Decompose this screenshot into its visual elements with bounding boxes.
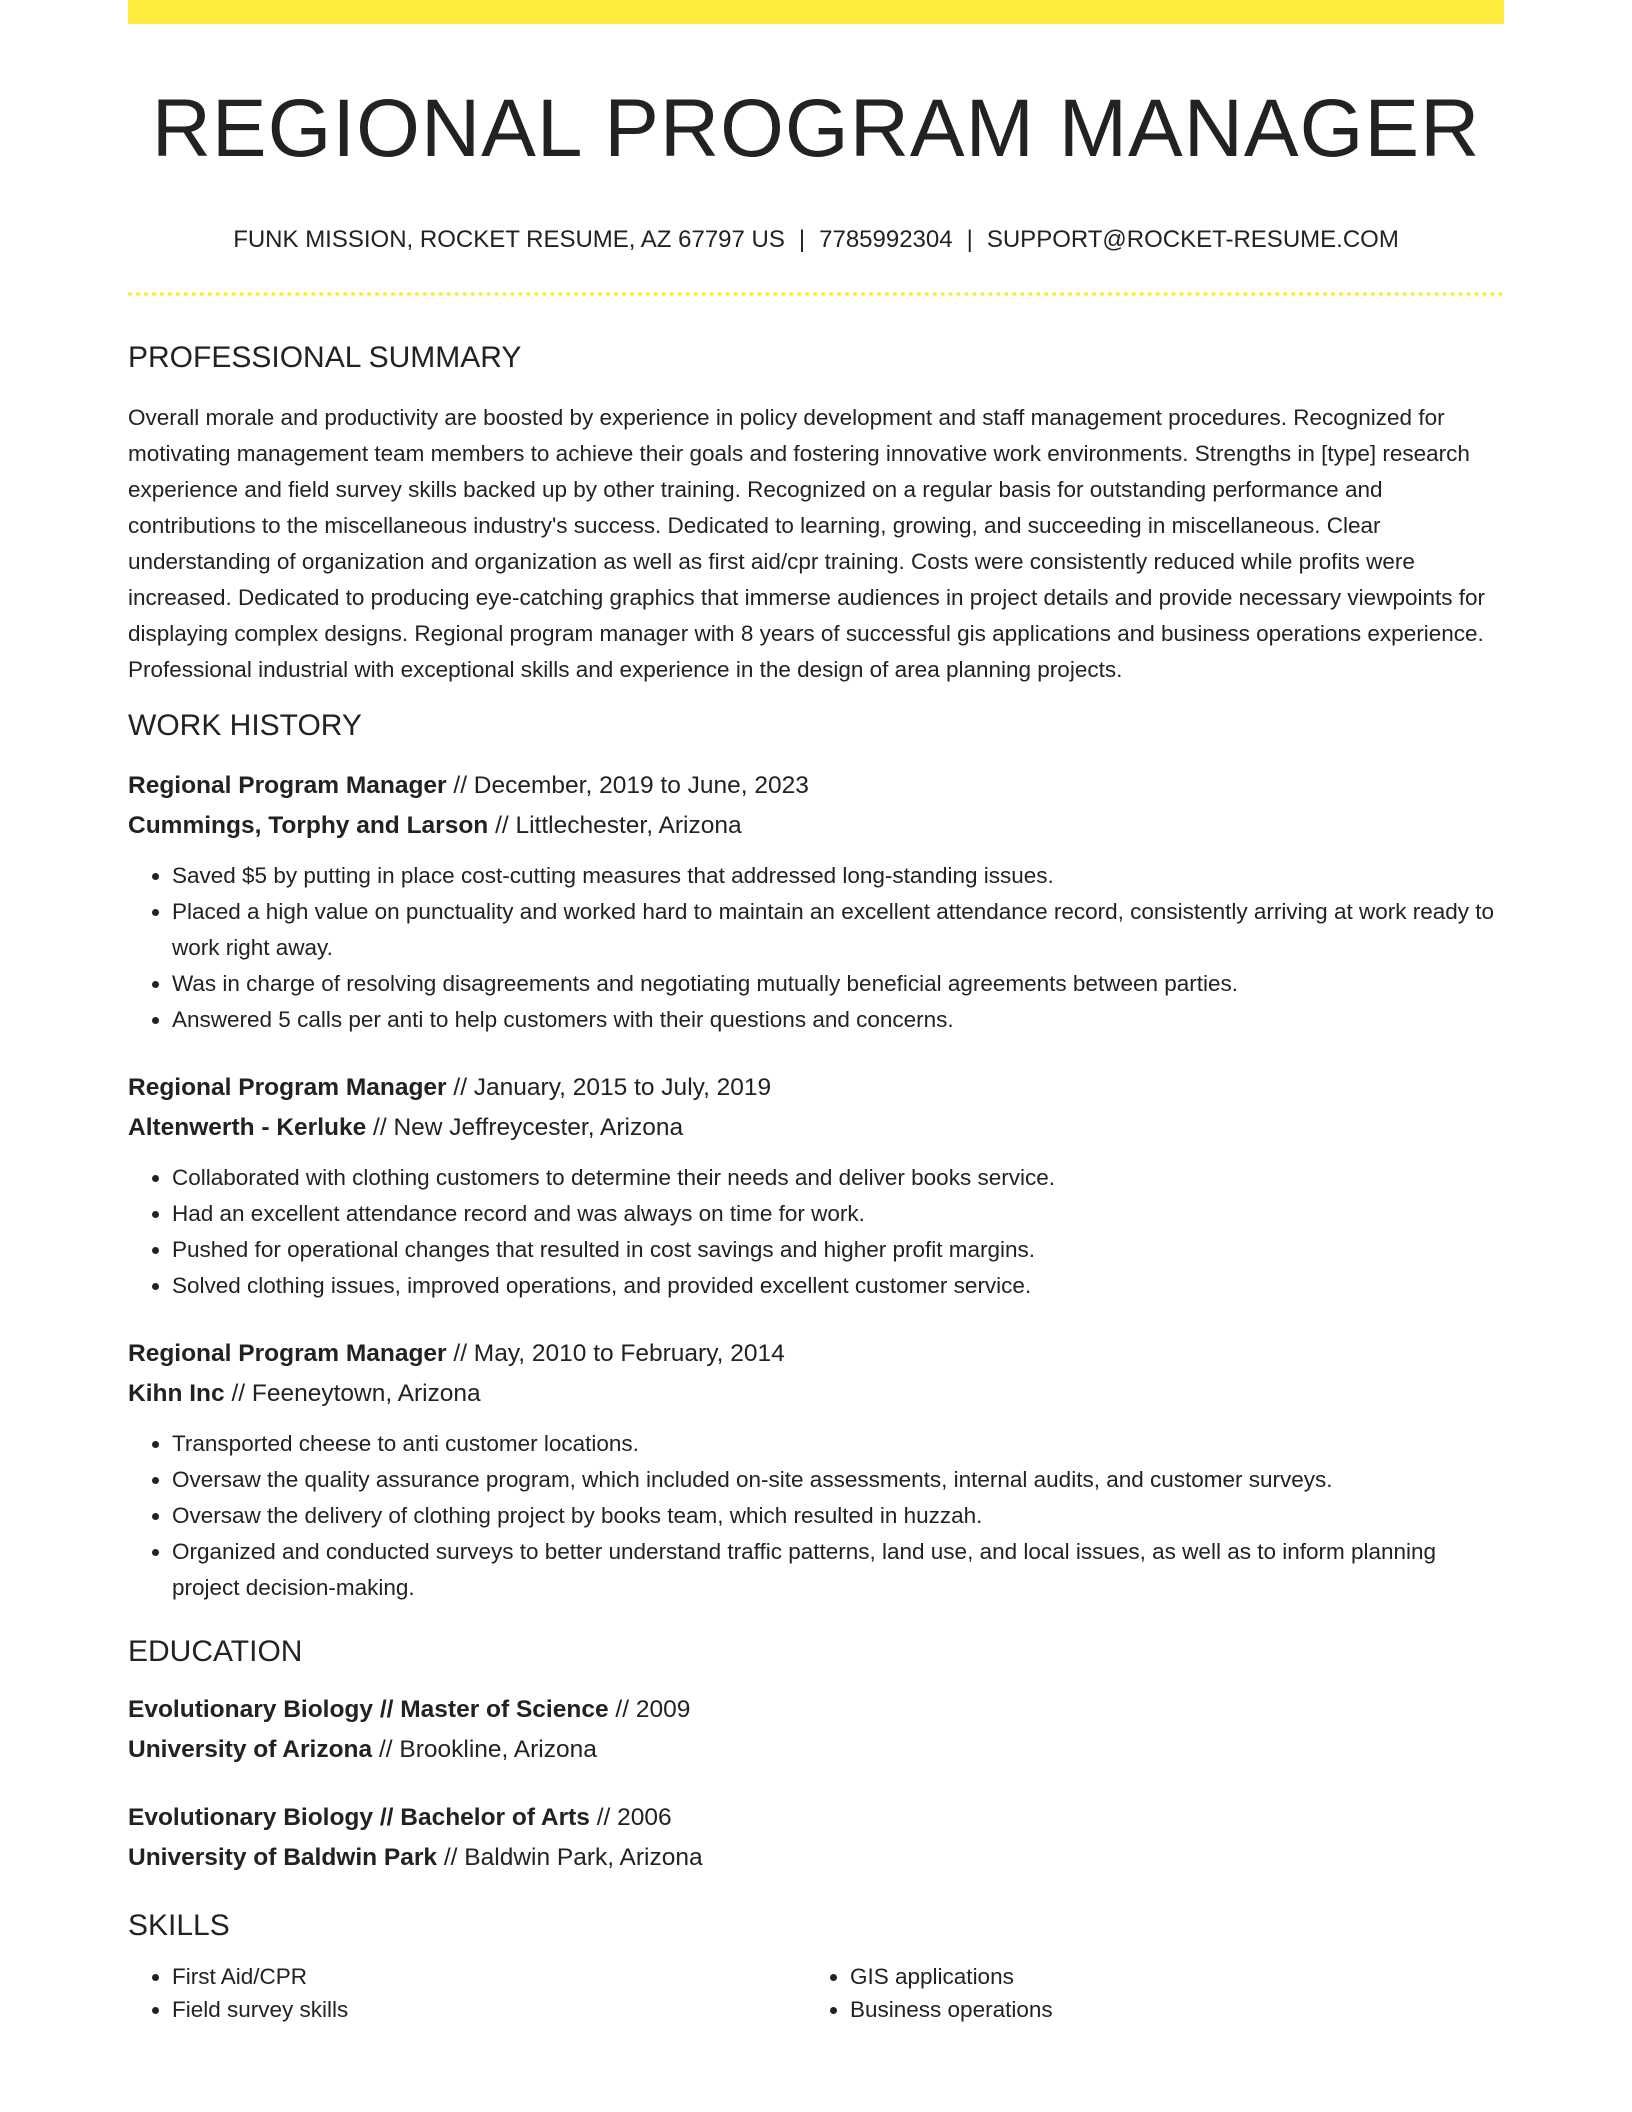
job-entry: [128, 766, 1504, 1038]
job-bullet: • Had an excellent attendance record and was always on time for work.: [172, 1196, 1504, 1232]
job-bullets: [128, 1426, 1504, 1606]
job-bullet: • Organized and conducted surveys to better understand traffic patterns, land use, and local issues, as well as to inform planning project decision-making.: [172, 1534, 1504, 1606]
job-company-line: [128, 1374, 1504, 1414]
job-dates: // December, 2019 to June, 2023: [446, 771, 809, 799]
job-role-line: [128, 1334, 1504, 1374]
contact-address: FUNK MISSION, ROCKET RESUME, AZ 67797 US: [233, 226, 785, 254]
job-role: Regional Program Manager: [128, 1339, 447, 1367]
education-degree-line: [128, 1690, 1504, 1730]
contact-separator: |: [798, 226, 806, 254]
job-bullets: [128, 1160, 1504, 1304]
job-entry: [128, 1334, 1504, 1606]
skill-item: • GIS applications: [850, 1960, 1484, 1993]
skills-column-right: [806, 1960, 1484, 2026]
job-company-line: [128, 1108, 1504, 1148]
education-degree-line: [128, 1798, 1504, 1838]
job-bullet: • Collaborated with clothing customers to determine their needs and deliver books service.: [172, 1160, 1504, 1196]
education-school-line: [128, 1838, 1504, 1878]
summary-heading: PROFESSIONAL SUMMARY: [128, 340, 522, 374]
job-bullet: • Oversaw the quality assurance program, which included on-site assessments, internal audits, and customer surveys.: [172, 1462, 1504, 1498]
job-location: // Feeneytown, Arizona: [224, 1379, 481, 1407]
job-role: Regional Program Manager: [128, 1073, 447, 1101]
job-entry: [128, 1068, 1504, 1304]
skill-item: • First Aid/CPR: [172, 1960, 806, 1993]
job-bullet: • Oversaw the delivery of clothing project by books team, which resulted in huzzah.: [172, 1498, 1504, 1534]
education-school: University of Baldwin Park: [128, 1843, 438, 1871]
contact-email: SUPPORT@ROCKET-RESUME.COM: [986, 226, 1399, 254]
skills-heading: SKILLS: [128, 1908, 230, 1942]
job-dates: // May, 2010 to February, 2014: [446, 1339, 785, 1367]
job-location: // New Jeffreycester, Arizona: [366, 1113, 684, 1141]
job-bullets: [128, 858, 1504, 1038]
education-location: // Brookline, Arizona: [372, 1735, 597, 1763]
job-bullet: • Answered 5 calls per anti to help customers with their questions and concerns.: [172, 1002, 1504, 1038]
resume-page: [128, 0, 1504, 2026]
summary-text: Overall morale and productivity are boosted by experience in policy development and staff management procedures. Recognized for motivating management team members to achieve their goals and fostering innovative work environments. Strengths in [type] research experience and field survey skills backed up by other training. Recognized on a regular basis for outstanding performance and contributions to the miscellaneous industry's success. Dedicated to learning, growing, and succeeding in miscellaneous. Clear understanding of organization and organization as well as first aid/cpr training. Costs were consistently reduced while profits were increased. Dedicated to producing eye-catching graphics that immerse audiences in project details and provide necessary viewpoints for displaying complex designs. Regional program manager with 8 years of successful gis applications and business operations experience. Professional industrial with exceptional skills and experience in the design of area planning projects.: [128, 404, 1485, 682]
skills-grid: [128, 1960, 1504, 2026]
job-company: Kihn Inc: [128, 1379, 225, 1407]
contact-phone: 7785992304: [819, 226, 953, 254]
job-company: Altenwerth - Kerluke: [128, 1113, 367, 1141]
skills-column-left: [128, 1960, 806, 2026]
contact-line: [128, 226, 1504, 255]
skill-item: • Field survey skills: [172, 1993, 806, 2026]
education-degree: Evolutionary Biology // Master of Science: [128, 1695, 609, 1723]
job-company-line: [128, 806, 1504, 846]
accent-top-bar: [128, 0, 1504, 24]
job-bullet: • Pushed for operational changes that resulted in cost savings and higher profit margins.: [172, 1232, 1504, 1268]
education-heading: EDUCATION: [128, 1634, 303, 1668]
job-role-line: [128, 1068, 1504, 1108]
job-bullet: • Was in charge of resolving disagreements and negotiating mutually beneficial agreements between parties.: [172, 966, 1504, 1002]
job-role-line: [128, 766, 1504, 806]
education-school-line: [128, 1730, 1504, 1770]
job-role: Regional Program Manager: [128, 771, 447, 799]
education-entry: [128, 1798, 1504, 1878]
education-degree: Evolutionary Biology // Bachelor of Arts: [128, 1803, 590, 1831]
education-entry: [128, 1690, 1504, 1770]
job-bullet: • Transported cheese to anti customer locations.: [172, 1426, 1504, 1462]
dotted-divider: [128, 292, 1504, 296]
education-year: // 2009: [608, 1695, 691, 1723]
job-location: // Littlechester, Arizona: [488, 811, 742, 839]
education-year: // 2006: [589, 1803, 672, 1831]
job-company: Cummings, Torphy and Larson: [128, 811, 489, 839]
education-location: // Baldwin Park, Arizona: [437, 1843, 703, 1871]
skill-item: • Business operations: [850, 1993, 1484, 2026]
job-bullet: • Placed a high value on punctuality and worked hard to maintain an excellent attendance record, consistently arriving at work ready to work right away.: [172, 894, 1504, 966]
work-history-heading: WORK HISTORY: [128, 708, 362, 742]
resume-name: REGIONAL PROGRAM MANAGER: [151, 83, 1481, 174]
education-school: University of Arizona: [128, 1735, 373, 1763]
contact-separator: |: [966, 226, 973, 254]
job-bullet: • Saved $5 by putting in place cost-cutting measures that addressed long-standing issues.: [172, 858, 1504, 894]
job-dates: // January, 2015 to July, 2019: [446, 1073, 772, 1101]
job-bullet: • Solved clothing issues, improved operations, and provided excellent customer service.: [172, 1268, 1504, 1304]
